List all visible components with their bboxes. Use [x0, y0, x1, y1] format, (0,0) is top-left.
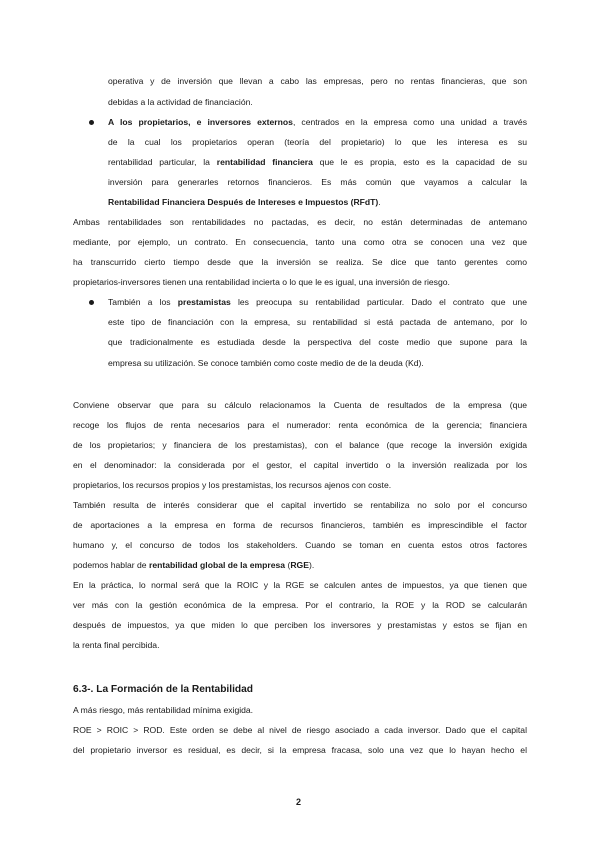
bullet3-line4: empresa su utilización. Se conoce también como coste medio de de la deuda (Kd). — [108, 358, 424, 368]
para1-line4: propietarios-inversores tienen una rentabilidad incierta o lo que le es igual, una inversión de riesgo. — [73, 277, 450, 287]
para4-line4: la renta final percibida. — [73, 640, 160, 650]
bullet2-line3: rentabilidad particular, la rentabilidad financiera que le es propia, esto es la capacidad de su — [108, 157, 527, 167]
bullet1-line2: debidas a la actividad de financiación. — [108, 97, 253, 107]
para3-line4: podemos hablar de rentabilidad global de la empresa (RGE). — [73, 560, 315, 570]
para5-line1: A más riesgo, más rentabilidad mínima exigida. — [73, 705, 254, 715]
bullet2-line5: Rentabilidad Financiera Después de Intereses e Impuestos (RFdT). — [108, 197, 381, 207]
para2-line3: de los propietarios; y financiera de los prestamistas), con el balance (que recoge la inversión exigida — [73, 440, 527, 450]
bullet3-line2: este tipo de financiación con la empresa, su rentabilidad si está pactada de antemano, por lo — [108, 317, 527, 327]
para3-line1: También resulta de interés considerar que el capital invertido se rentabiliza no solo por el concurso — [73, 500, 527, 510]
bullet-dot — [89, 120, 94, 125]
para5-line2: ROE > ROIC > ROD. Este orden se debe al nivel de riesgo asociado a cada inversor. Dado que el capital — [73, 725, 527, 735]
bullet-dot — [89, 300, 94, 305]
bullet1-line1: operativa y de inversión que llevan a cabo las empresas, pero no rentas financieras, que son — [108, 76, 527, 86]
para1-line2: mediante, por ejemplo, un contrato. En consecuencia, tanto una como otra se conocen una vez que — [73, 237, 527, 247]
para4-line2: ver más con la gestión económica de la empresa. Por el contrario, la ROE y la ROD se calcularán — [73, 600, 527, 610]
para2-line4: en el denominador: la considerada por el gestor, el capital invertido o la inversión realizada por los — [73, 460, 527, 470]
para1-line1: Ambas rentabilidades son rentabilidades no pactadas, es decir, no están determinadas de antemano — [73, 217, 527, 227]
para3-line2: de aportaciones a la empresa en forma de recursos financieros, también es imprescindible el factor — [73, 520, 527, 530]
bullet2-line4: inversión para generarles retornos financieros. Es más común que vayamos a calcular la — [108, 177, 527, 187]
section-heading: 6.3-. La Formación de la Rentabilidad — [73, 684, 254, 695]
para5-line3: del propietario inversor es residual, es decir, si la empresa fracasa, solo una vez que lo hayan hecho el — [73, 745, 527, 755]
page-number: 2 — [296, 797, 302, 807]
bullet3-line3: que tradicionalmente es estudiada desde la perspectiva del coste medio que supone para la — [108, 337, 527, 347]
para2-line1: Conviene observar que para su cálculo relacionamos la Cuenta de resultados de la empresa (que — [73, 400, 527, 410]
para4-line3: después de impuestos, ya que miden lo que perciben los inversores y prestamistas y estos se fijan en — [73, 620, 527, 630]
para2-line2: recoge los flujos de renta necesarios para el numerador: renta económica de la gerencia; financiera — [73, 420, 527, 430]
bullet2-line1: A los propietarios, e inversores externos, centrados en la empresa como una unidad a través — [108, 117, 527, 127]
para4-line1: En la práctica, lo normal será que la ROIC y la RGE se calculen antes de impuestos, ya que tienen que — [73, 580, 527, 590]
para2-line5: propietarios, los recursos propios y los prestamistas, los recursos ajenos con coste. — [73, 480, 392, 490]
para3-line3: humano y, el concurso de todos los stakeholders. Cuando se toman en cuenta estos otros factores — [73, 540, 527, 550]
para1-line3: ha transcurrido cierto tiempo desde que la inversión se realiza. Se dice que tanto gerentes como — [73, 257, 527, 267]
bullet3-line1: También a los prestamistas les preocupa su rentabilidad particular. Dado el contrato que une — [108, 297, 527, 307]
bullet2-line2: de la cual los propietarios operan (teoría del propietario) lo que les interesa es su — [108, 137, 527, 147]
